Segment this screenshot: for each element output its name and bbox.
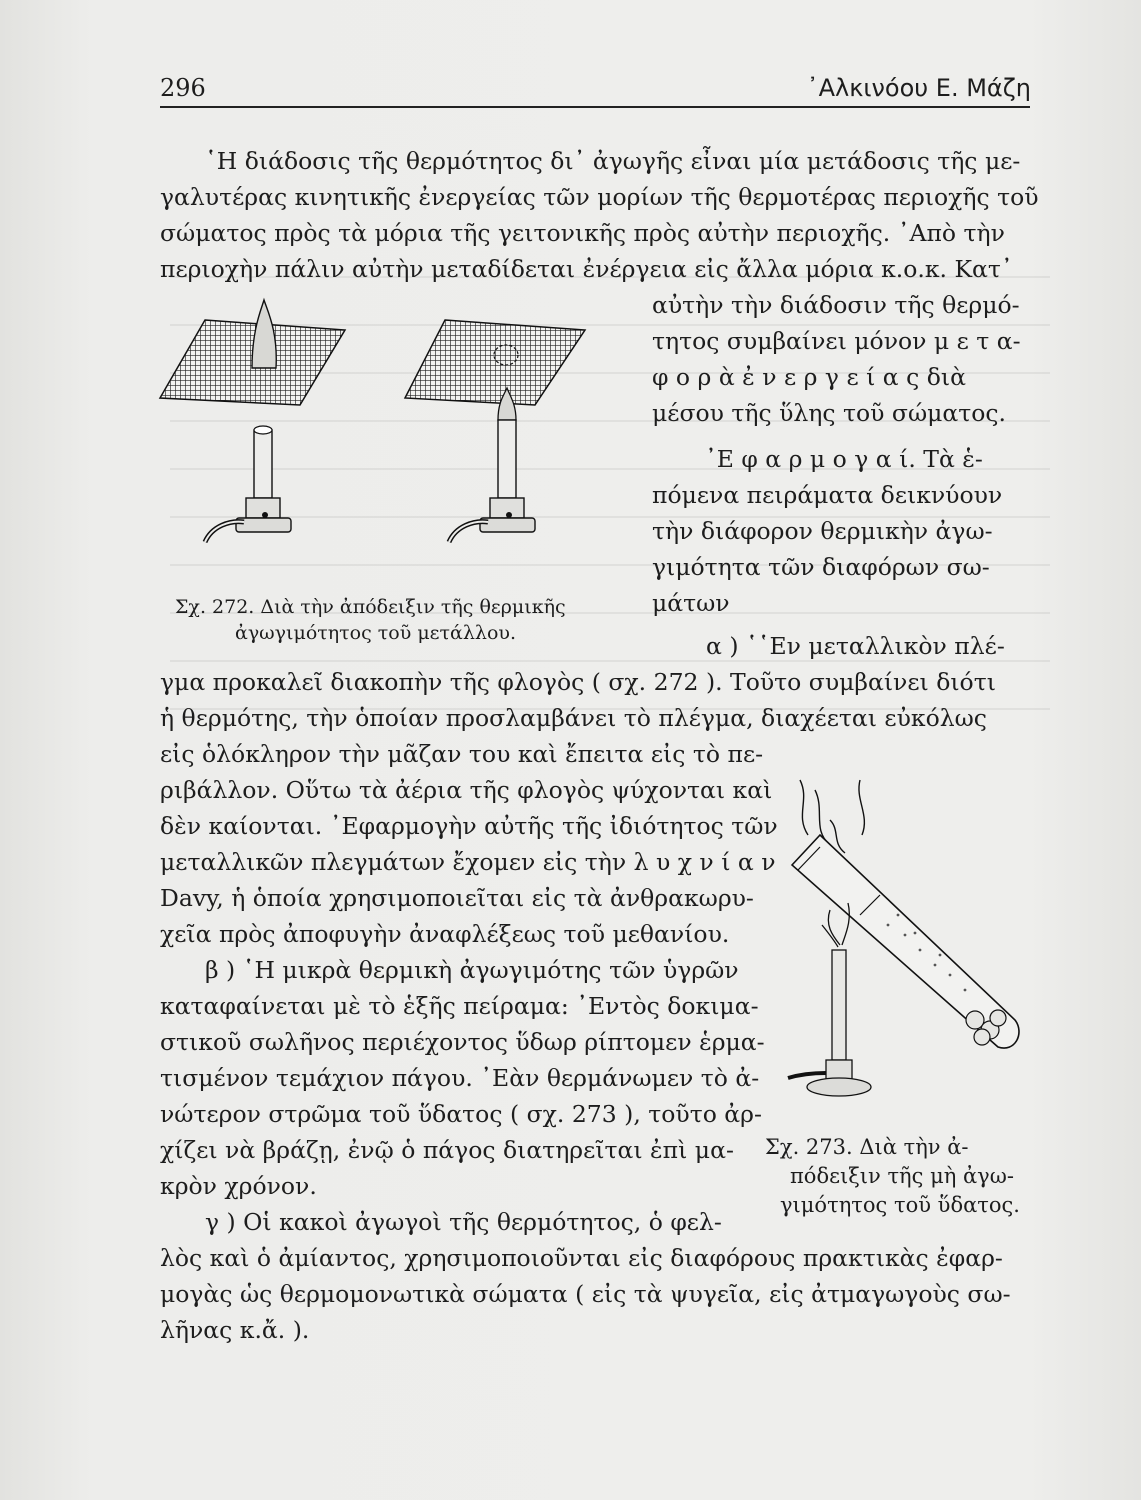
- figure-272-caption-line: Σχ. 272. Διὰ τὴν ἀπόδειξιν τῆς θερμικῆς: [175, 596, 566, 618]
- header-rule: [160, 106, 1030, 108]
- text-line: μέσου τῆς ὕλης τοῦ σώματος.: [652, 399, 1007, 427]
- bunsen-burner: [788, 950, 871, 1096]
- figure-273-caption-line: πόδειξιν τῆς μὴ ἀγω-: [790, 1164, 1014, 1188]
- text-line: ᾿Ε φ α ρ μ ο γ α ί. Τὰ ἑ-: [705, 445, 983, 473]
- text-line: περιοχὴν πάλιν αὐτὴν μεταδίδεται ἐνέργεια εἰς ἄλλα μόρια κ.ο.κ. Κατ᾿: [160, 255, 1013, 283]
- text-line: γ ) Οἱ κακοὶ ἀγωγοὶ τῆς θερμότητος, ὁ φελ-: [205, 1208, 722, 1236]
- running-header-author: ᾿Αλκινόου Ε. Μάζη: [806, 74, 1031, 102]
- text-line: στικοῦ σωλῆνος περιέχοντος ὕδωρ ρίπτομεν ἑρμα-: [160, 1028, 765, 1056]
- steam-wisps: [800, 780, 864, 853]
- text-line: ῾Η διάδοσις τῆς θερμότητος δι᾿ ἀγωγῆς εἶναι μία μετάδοσις τῆς με-: [205, 147, 1021, 175]
- text-line: μεταλλικῶν πλεγμάτων ἔχομεν εἰς τὴν λ υ χ ν ί α ν: [160, 848, 776, 876]
- text-line: γμα προκαλεῖ διακοπὴν τῆς φλογὸς ( σχ. 272 ). Τοῦτο συμβαίνει διότι: [160, 668, 996, 696]
- figure-272-illustration: [160, 290, 630, 530]
- text-line: γαλυτέρας κινητικῆς ἐνεργείας τῶν μορίων τῆς θερμοτέρας περιοχῆς τοῦ: [160, 183, 1039, 211]
- text-line: γιμότητα τῶν διαφόρων σω-: [652, 553, 990, 581]
- text-line: εἰς ὁλόκληρον τὴν μᾶζαν του καὶ ἔπειτα εἰς τὸ πε-: [160, 740, 764, 768]
- text-line: τὴν διάφορον θερμικὴν ἀγω-: [652, 517, 993, 545]
- test-tube: [792, 835, 1019, 1048]
- wire-gauze: [405, 320, 585, 405]
- flame-above-gauze: [252, 300, 276, 368]
- text-line: β ) ῾Η μικρὰ θερμικὴ ἀγωγιμότης τῶν ὑγρῶν: [205, 956, 739, 984]
- right-apparatus: [405, 320, 585, 542]
- left-apparatus: [160, 300, 345, 542]
- text-line: μάτων: [652, 589, 730, 617]
- text-line: χεῖα πρὸς ἀποφυγὴν ἀναφλέξεως τοῦ μεθανίου.: [160, 920, 730, 948]
- burner-tube: [254, 430, 272, 498]
- text-line: νώτερον στρῶμα τοῦ ὕδατος ( σχ. 273 ), τοῦτο ἀρ-: [160, 1100, 762, 1128]
- figure-272-caption-line: ἀγωγιμότητος τοῦ μετάλλου.: [235, 622, 516, 644]
- figure-273-illustration: [770, 775, 1030, 1125]
- figure-273-caption-line: γιμότητος τοῦ ὕδατος.: [780, 1193, 1020, 1217]
- burner-tube: [498, 420, 516, 498]
- text-line: λὸς καὶ ὁ ἀμίαντος, χρησιμοποιοῦνται εἰς διαφόρους πρακτικὰς ἐφαρ-: [160, 1244, 1003, 1272]
- text-line: φ ο ρ ὰ ἐ ν ε ρ γ ε ί α ς διὰ: [652, 363, 966, 391]
- text-line: τητος συμβαίνει μόνον μ ε τ α-: [652, 327, 1021, 355]
- text-line: Davy, ἡ ὁποία χρησιμοποιεῖται εἰς τὰ ἀνθρακωρυ-: [160, 884, 754, 912]
- text-line: α ) ῾῾Εν μεταλλικὸν πλέ-: [706, 632, 1005, 660]
- figure-273-caption-line: Σχ. 273. Διὰ τὴν ἀ-: [765, 1135, 969, 1159]
- text-line: αὐτὴν τὴν διάδοσιν τῆς θερμό-: [652, 291, 1020, 319]
- text-line: ριβάλλον. Οὕτω τὰ ἀέρια τῆς φλογὸς ψύχονται καὶ: [160, 776, 773, 804]
- text-line: μογὰς ὡς θερμομονωτικὰ σώματα ( εἰς τὰ ψυγεῖα, εἰς ἀτμαγωγοὺς σω-: [160, 1280, 1011, 1308]
- text-line: λῆνας κ.ἄ. ).: [160, 1316, 310, 1344]
- text-line: κρὸν χρόνον.: [160, 1172, 317, 1200]
- text-line: ἡ θερμότης, τὴν ὁποίαν προσλαμβάνει τὸ πλέγμα, διαχέεται εὐκόλως: [160, 704, 987, 732]
- text-line: καταφαίνεται μὲ τὸ ἑξῆς πείραμα: ᾿Εντὸς δοκιμα-: [160, 992, 759, 1020]
- text-line: χίζει νὰ βράζῃ, ἐνῷ ὁ πάγος διατηρεῖται ἐπὶ μα-: [160, 1136, 734, 1164]
- text-line: σώματος πρὸς τὰ μόρια τῆς γειτονικῆς πρὸς αὐτὴν περιοχῆς. ᾿Απὸ τὴν: [160, 219, 1005, 247]
- text-line: δὲν καίονται. ᾿Εφαρμογὴν αὐτῆς τῆς ἰδιότητος τῶν: [160, 812, 778, 840]
- text-line: τισμένον τεμάχιον πάγου. ᾿Εὰν θερμάνωμεν τὸ ἀ-: [160, 1064, 760, 1092]
- text-line: πόμενα πειράματα δεικνύουν: [652, 481, 1003, 509]
- page-number: 296: [160, 74, 206, 102]
